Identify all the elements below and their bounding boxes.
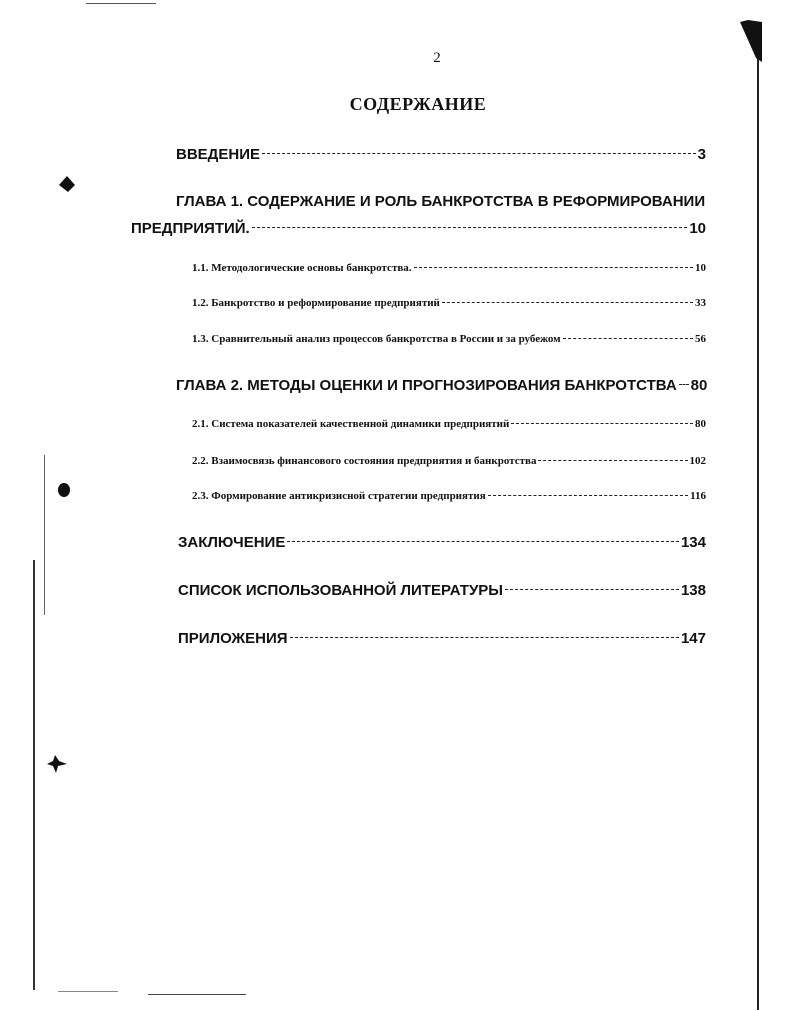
toc-leader xyxy=(563,338,693,339)
toc-leader xyxy=(442,302,693,303)
toc-leader xyxy=(538,460,687,461)
toc-entry-chapter1-line1[interactable]: ГЛАВА 1. СОДЕРЖАНИЕ И РОЛЬ БАНКРОТСТВА В РЕФОРМИРОВАНИИ xyxy=(176,193,706,210)
hole-punch-mark-bottom xyxy=(47,755,67,773)
toc-entry-page: 10 xyxy=(689,220,706,237)
toc-entry-page: 80 xyxy=(695,418,706,430)
toc-entry-label: 2.2. Взаимосвязь финансового состояния предприятия и банкротства xyxy=(192,455,537,467)
toc-leader xyxy=(414,267,693,268)
scan-edge-right-line xyxy=(757,25,759,1010)
toc-entry-page: 80 xyxy=(690,377,708,394)
scan-edge-bottom-line xyxy=(148,994,246,995)
toc-entry-label: ЗАКЛЮЧЕНИЕ xyxy=(178,534,286,551)
toc-leader xyxy=(488,495,688,496)
toc-entry-chapter2[interactable] xyxy=(176,377,706,394)
toc-leader xyxy=(505,589,679,590)
toc-entry-label: 1.1. Методологические основы банкротства. xyxy=(192,262,412,274)
toc-entry-label: 1.3. Сравнительный анализ процессов банкротства в России и за рубежом xyxy=(192,333,561,345)
toc-leader xyxy=(511,423,693,424)
toc-entry-section-1-2[interactable] xyxy=(192,297,706,309)
toc-leader xyxy=(252,227,688,228)
hole-punch-mark-top xyxy=(58,176,76,192)
toc-entry-section-2-3[interactable] xyxy=(192,490,706,502)
page-number: 2 xyxy=(433,50,441,66)
toc-entry-section-2-2[interactable] xyxy=(192,455,706,467)
toc-leader xyxy=(290,637,679,638)
toc-entry-intro[interactable] xyxy=(176,146,706,163)
toc-entry-page: 116 xyxy=(690,490,706,502)
toc-entry-label: 1.2. Банкротство и реформирование предприятий xyxy=(192,297,440,309)
toc-entry-page: 56 xyxy=(695,333,706,345)
toc-entry-label: ГЛАВА 2. МЕТОДЫ ОЦЕНКИ И ПРОГНОЗИРОВАНИЯ БАНКРОТСТВА xyxy=(176,377,677,394)
toc-entry-label: СПИСОК ИСПОЛЬЗОВАННОЙ ЛИТЕРАТУРЫ xyxy=(178,582,503,599)
toc-entry-section-2-1[interactable] xyxy=(192,418,706,430)
toc-entry-page: 147 xyxy=(680,630,706,647)
scan-edge-top-line xyxy=(86,3,156,4)
toc-entry-label: 2.3. Формирование антикризисной стратегии предприятия xyxy=(192,490,486,502)
toc-entry-section-1-3[interactable] xyxy=(192,333,706,345)
toc-entry-label: ПРИЛОЖЕНИЯ xyxy=(178,630,288,647)
scan-edge-bottom-line-left xyxy=(58,991,118,992)
toc-leader xyxy=(262,153,696,154)
page-title: СОДЕРЖАНИЕ xyxy=(349,94,487,114)
toc-entry-label: ВВЕДЕНИЕ xyxy=(176,146,260,163)
toc-entry-section-1-1[interactable] xyxy=(192,262,706,274)
scan-edge-left-line-upper xyxy=(44,455,45,615)
toc-entry-appendices[interactable] xyxy=(178,630,706,647)
toc-entry-references[interactable] xyxy=(178,582,706,599)
toc-entry-conclusion[interactable] xyxy=(178,534,706,551)
toc-entry-label: 2.1. Система показателей качественной динамики предприятий xyxy=(192,418,510,430)
toc-entry-chapter1[interactable] xyxy=(131,220,706,237)
toc-leader xyxy=(679,384,689,385)
toc-entry-page: 138 xyxy=(680,582,706,599)
scan-edge-left-line xyxy=(33,560,35,990)
toc-entry-page: 33 xyxy=(695,297,706,309)
toc-entry-page: 10 xyxy=(695,262,706,274)
toc-entry-page: 3 xyxy=(697,146,706,163)
toc-entry-page: 102 xyxy=(689,455,706,467)
hole-punch-mark-middle xyxy=(58,483,70,497)
toc-entry-label: ПРЕДПРИЯТИЙ. xyxy=(131,220,250,237)
toc-entry-page: 134 xyxy=(680,534,706,551)
toc-leader xyxy=(287,541,679,542)
